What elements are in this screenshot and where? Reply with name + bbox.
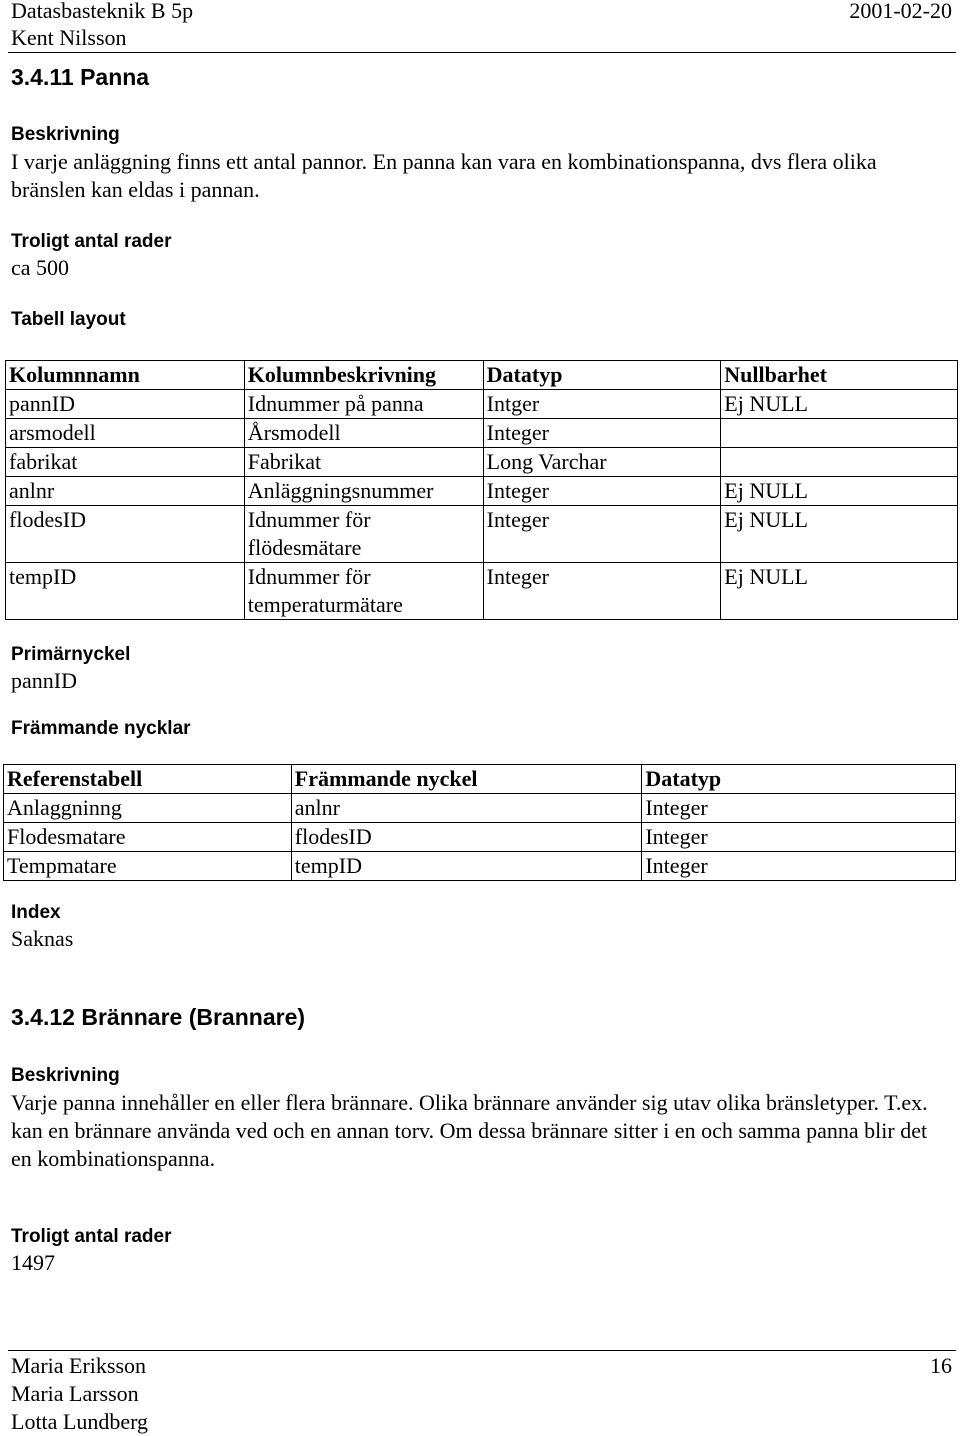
header-date: 2001-02-20 [849, 0, 952, 23]
column-layout-table [5, 360, 958, 620]
description-label: Beskrivning [11, 124, 120, 145]
page-number: 16 [930, 1353, 952, 1378]
header-author: Kent Nilsson [11, 25, 127, 50]
table-cell: Ej NULL [721, 477, 958, 506]
table-cell: Idnummer för temperaturmätare [244, 563, 483, 620]
table-cell: Anläggningsnummer [244, 477, 483, 506]
description-text: Varje panna innehåller en eller flera brännare. Olika brännare använder sig utav olika bränsletyper. T.ex. kan en brännare använda ved och en annan torv. Om dessa brännare sitter i en och samma panna blir det en kombinationspanna. [11, 1090, 928, 1171]
table-cell: Årsmodell [244, 419, 483, 448]
table-cell [721, 419, 958, 448]
column-header: Främmande nyckel [291, 765, 642, 794]
column-header: Datatyp [483, 361, 721, 390]
header-rule [8, 52, 956, 53]
column-header: Kolumnbeskrivning [244, 361, 483, 390]
index-value: Saknas [11, 926, 74, 951]
table-cell: tempID [291, 852, 642, 881]
description-text: I varje anläggning finns ett antal pannor. En panna kan vara en kombinationspanna, dvs flera olika bränslen kan eldas i pannan. [11, 149, 877, 202]
footer-author: Maria Eriksson [11, 1353, 147, 1378]
table-row [6, 448, 958, 477]
section-title: 3.4.11 Panna [11, 64, 150, 90]
table-cell: flodesID [6, 506, 245, 563]
table-cell: Ej NULL [721, 563, 958, 620]
table-cell: Integer [642, 794, 956, 823]
table-cell: Integer [483, 477, 721, 506]
table-row [6, 563, 958, 620]
table-cell: Fabrikat [244, 448, 483, 477]
row-count-label: Troligt antal rader [11, 1226, 172, 1247]
table-cell: Integer [483, 419, 721, 448]
table-cell: fabrikat [6, 448, 245, 477]
table-row [4, 794, 956, 823]
table-row [6, 419, 958, 448]
footer-author: Maria Larsson [11, 1381, 139, 1406]
table-cell [721, 448, 958, 477]
table-row [4, 852, 956, 881]
primary-key-value: pannID [11, 668, 77, 693]
table-cell: Ej NULL [721, 390, 958, 419]
description-label: Beskrivning [11, 1065, 120, 1086]
column-header: Nullbarhet [721, 361, 958, 390]
column-header: Referenstabell [4, 765, 292, 794]
table-cell: Integer [642, 852, 956, 881]
row-count-label: Troligt antal rader [11, 231, 172, 252]
footer-author: Lotta Lundberg [11, 1409, 149, 1434]
primary-key-label: Primärnyckel [11, 644, 131, 665]
index-label: Index [11, 902, 61, 923]
column-header: Kolumnnamn [6, 361, 245, 390]
table-cell: Intger [483, 390, 721, 419]
table-cell: Tempmatare [4, 852, 292, 881]
table-cell: Idnummer för flödesmätare [244, 506, 483, 563]
table-cell: anlnr [291, 794, 642, 823]
table-cell: Flodesmatare [4, 823, 292, 852]
table-cell: tempID [6, 563, 245, 620]
table-row [6, 390, 958, 419]
header-course: Datasbasteknik B 5p [11, 0, 194, 23]
row-count-value: ca 500 [11, 255, 70, 280]
table-cell: Integer [642, 823, 956, 852]
table-row [6, 477, 958, 506]
table-header-row [6, 361, 958, 390]
table-row [4, 823, 956, 852]
table-cell: flodesID [291, 823, 642, 852]
table-cell: Ej NULL [721, 506, 958, 563]
table-header-row [4, 765, 956, 794]
table-cell: Anlaggninng [4, 794, 292, 823]
foreign-keys-label: Främmande nycklar [11, 718, 191, 739]
table-cell: arsmodell [6, 419, 245, 448]
table-cell: Idnummer på panna [244, 390, 483, 419]
table-cell: pannID [6, 390, 245, 419]
section-title: 3.4.12 Brännare (Brannare) [11, 1004, 306, 1030]
table-cell: Integer [483, 563, 721, 620]
table-cell: Integer [483, 506, 721, 563]
footer-rule [8, 1350, 956, 1351]
foreign-keys-table [3, 764, 956, 881]
column-header: Datatyp [642, 765, 956, 794]
table-cell: anlnr [6, 477, 245, 506]
table-cell: Long Varchar [483, 448, 721, 477]
table-layout-label: Tabell layout [11, 309, 126, 330]
table-row [6, 506, 958, 563]
row-count-value: 1497 [11, 1250, 55, 1275]
